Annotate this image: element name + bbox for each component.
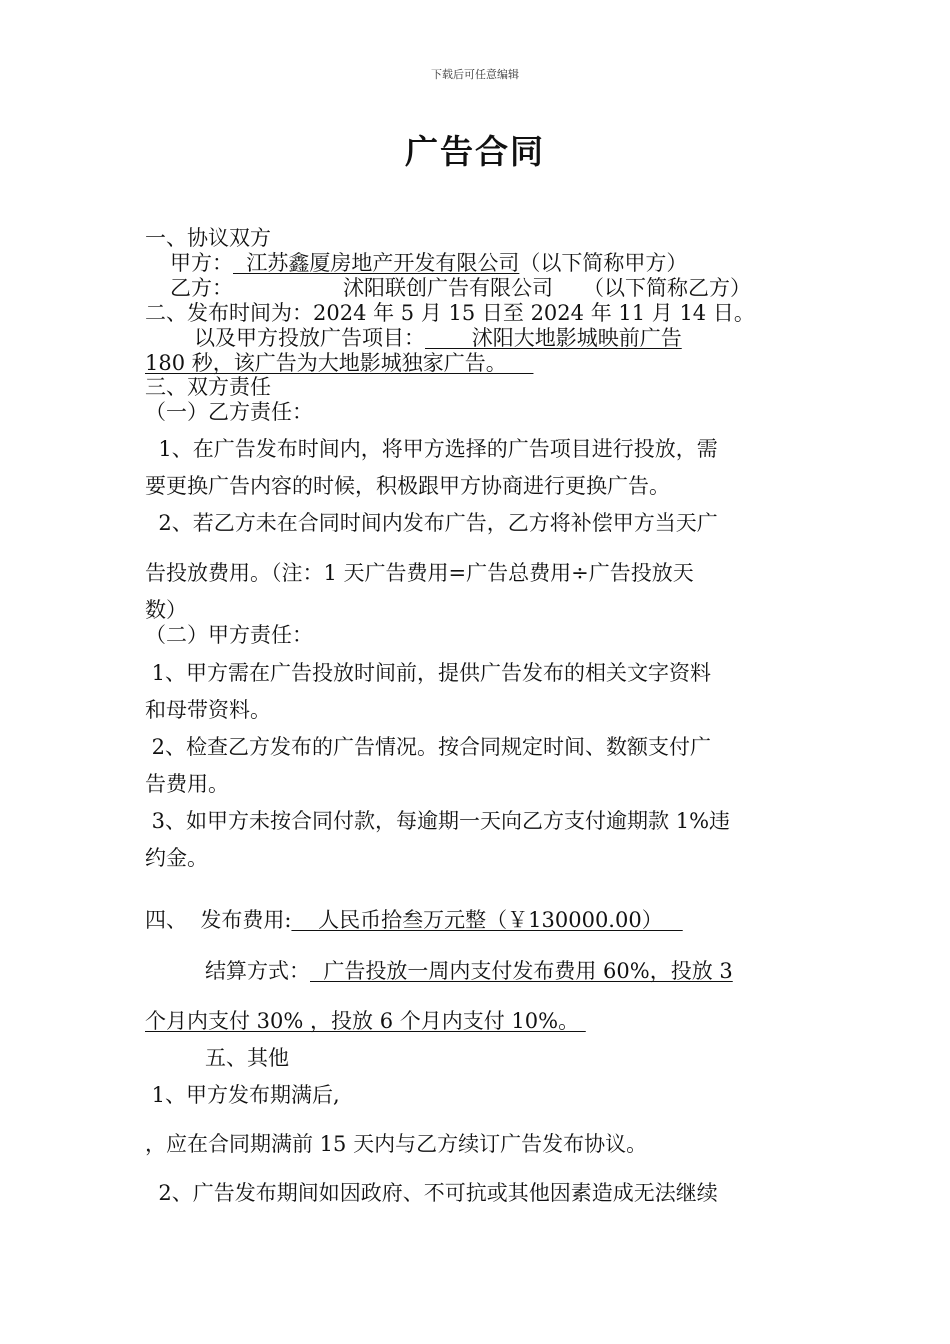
party-b-name: 沭阳联创广告有限公司 [343, 276, 553, 300]
party-b-label: 乙方： [170, 276, 233, 300]
fee-line [145, 907, 683, 933]
ad-project-label: 以及甲方投放广告项目： [194, 326, 425, 350]
party-a-duties-heading: （二）甲方责任： [145, 623, 313, 647]
party-a-line [170, 250, 687, 276]
page-header-note: 下载后可任意编辑 [431, 68, 519, 81]
party-b-duties-heading: （一）乙方责任： [145, 400, 313, 424]
settlement-label: 结算方式： [205, 959, 310, 983]
settlement-terms-1: 广告投放一周内支付发布费用 60%，投放 3 [310, 959, 733, 983]
a-duty-1-line-2: 和母带资料。 [145, 698, 271, 722]
b-duty-1-line-1: 1、在广告发布时间内，将甲方选择的广告项目进行投放，需 [145, 437, 718, 461]
ad-project-line [194, 325, 682, 351]
other-1-line-1: 1、甲方发布期满后, [145, 1083, 340, 1107]
document-title: 广告合同 [405, 132, 545, 171]
b-duty-2-line-2: 告投放费用。（注：1 天广告费用=广告总费用÷广告投放天 [145, 561, 694, 585]
b-duty-2-line-3: 数） [145, 598, 187, 622]
a-duty-2-line-1: 2、检查乙方发布的广告情况。按合同规定时间、数额支付广 [145, 735, 712, 759]
a-duty-3-line-1: 3、如甲方未按合同付款，每逾期一天向乙方支付逾期款 1%违 [145, 809, 731, 833]
section-1-heading: 一、协议双方 [145, 226, 271, 250]
other-2-line-1: 2、广告发布期间如因政府、不可抗或其他因素造成无法继续 [145, 1181, 718, 1205]
fee-value: 人民币拾叁万元整（￥130000.00） [291, 908, 683, 932]
b-duty-2-line-1: 2、若乙方未在合同时间内发布广告，乙方将补偿甲方当天广 [145, 511, 718, 535]
a-duty-1-line-1: 1、甲方需在广告投放时间前，提供广告发布的相关文字资料 [145, 661, 712, 685]
ad-project-detail: 180 秒，该广告为大地影城独家广告。 [145, 351, 534, 375]
party-b-line [170, 275, 751, 301]
a-duty-3-line-2: 约金。 [145, 846, 208, 870]
b-duty-1-line-2: 要更换广告内容的时候，积极跟甲方协商进行更换广告。 [145, 474, 670, 498]
section-5-heading: 五、其他 [205, 1046, 289, 1070]
party-a-name: 江苏鑫厦房地产开发有限公司 [233, 251, 520, 275]
ad-project-value: 沭阳大地影城映前广告 [425, 326, 682, 350]
party-a-label: 甲方： [170, 251, 233, 275]
party-a-note: （以下简称甲方） [519, 251, 688, 275]
settlement-terms-2: 个月内支付 30% ，投放 6 个月内支付 10%。 [145, 1009, 586, 1033]
publish-period: 二、发布时间为：2024 年 5 月 15 日至 2024 年 11 月 14 日。 [145, 301, 755, 325]
fee-label: 四、 发布费用: [145, 908, 292, 932]
other-1-line-2: ，应在合同期满前 15 天内与乙方续订广告发布协议。 [145, 1132, 648, 1156]
a-duty-2-line-2: 告费用。 [145, 772, 229, 796]
section-3-heading: 三、双方责任 [145, 375, 271, 399]
party-b-note: （以下简称乙方） [583, 276, 751, 300]
settlement-line-1 [205, 958, 733, 984]
